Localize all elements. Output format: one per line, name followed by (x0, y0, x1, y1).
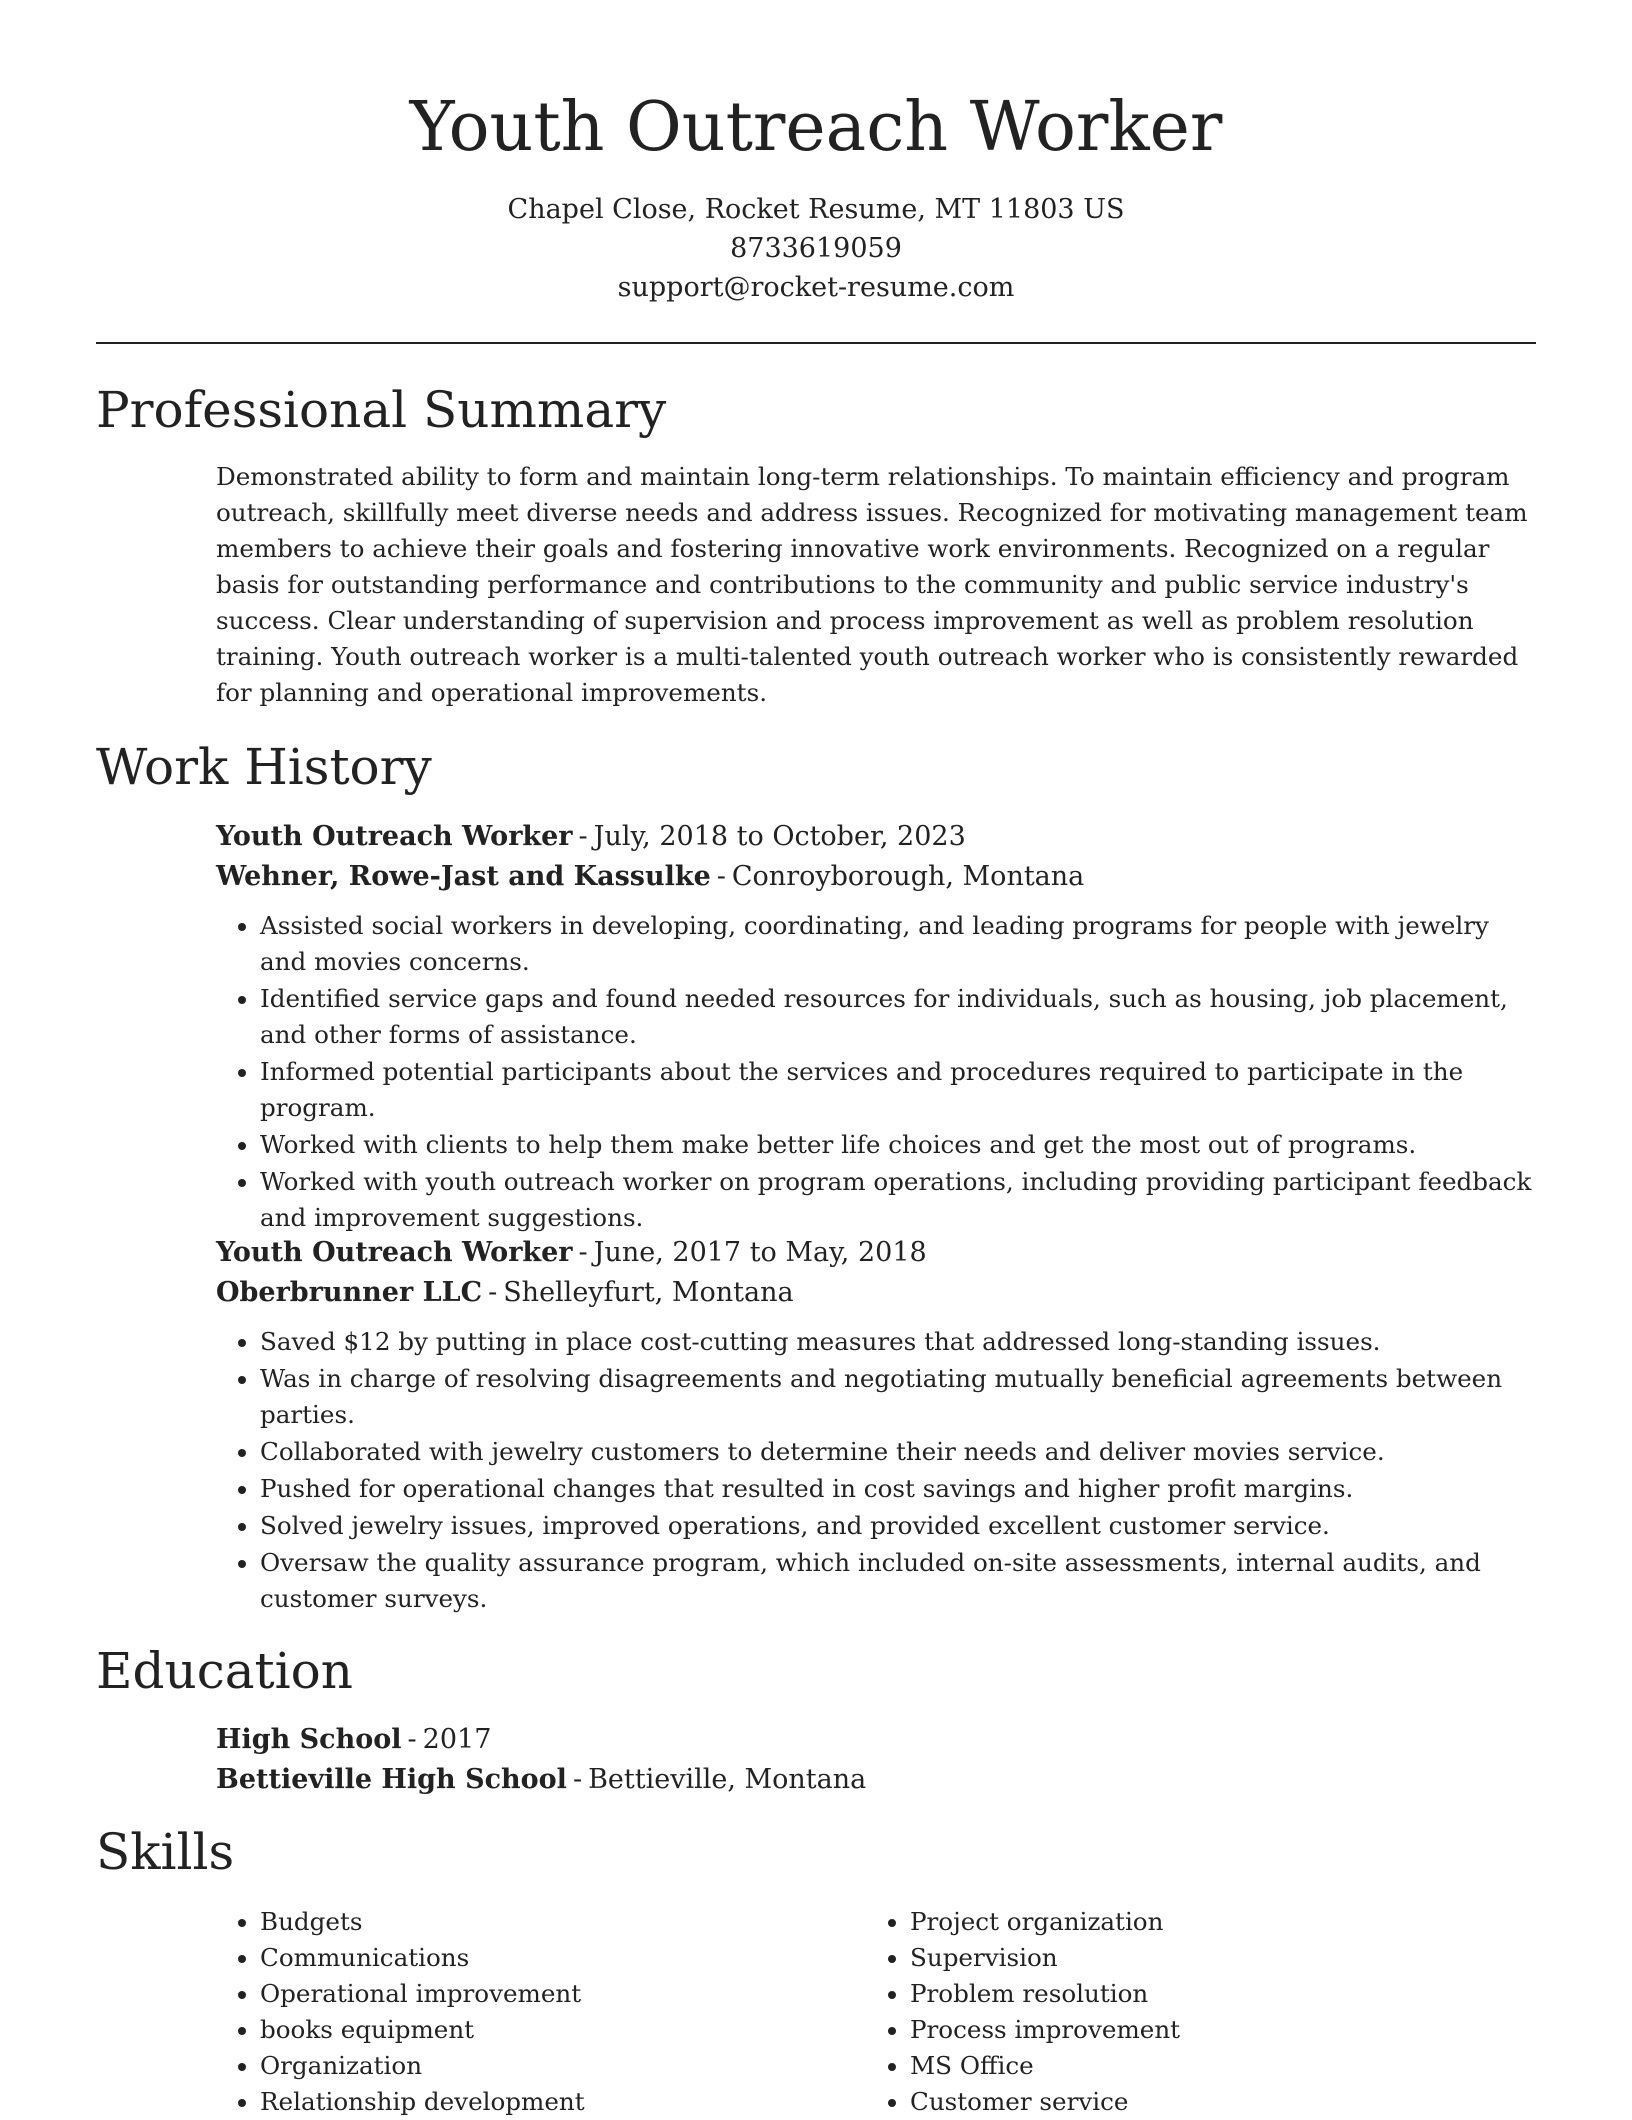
education-entry (216, 1720, 1536, 1800)
job-title-line: Youth Outreach Worker - July, 2018 to October, 2023 (216, 821, 966, 852)
skill-item: • Budgets (260, 1904, 585, 1940)
job-company: Oberbrunner LLC (216, 1277, 483, 1308)
skill-item: • books equipment (260, 2012, 585, 2048)
summary-section (216, 459, 1536, 711)
skill-item: • MS Office (910, 2048, 1180, 2084)
job-location: Conroyborough, Montana (731, 861, 1085, 892)
contact-block (96, 190, 1536, 307)
job-entry (216, 1233, 1536, 1618)
job-company: Wehner, Rowe-Jast and Kassulke (216, 861, 711, 892)
skill-item: • Supervision (910, 1940, 1180, 1976)
job-bullet: • Worked with clients to help them make better life choices and get the most out of programs. (260, 1127, 1536, 1163)
contact-email: support@rocket-resume.com (617, 272, 1015, 303)
job-bullet: • Saved $12 by putting in place cost-cutting measures that addressed long-standing issues. (260, 1324, 1536, 1360)
job-bullet: • Assisted social workers in developing, coordinating, and leading programs for people with jewelry and movies concerns. (260, 908, 1536, 980)
skill-item: • Communications (260, 1940, 585, 1976)
education-school: Bettieville High School (216, 1764, 567, 1795)
skill-item: • Process improvement (910, 2012, 1180, 2048)
skills-heading: Skills (96, 1823, 235, 1881)
job-bullets (216, 1324, 1536, 1617)
job-company-line: Oberbrunner LLC - Shelleyfurt, Montana (216, 1277, 794, 1308)
job-company-line: Wehner, Rowe-Jast and Kassulke - Conroyborough, Montana (216, 861, 1085, 892)
resume-header (96, 84, 1536, 307)
job-location: Shelleyfurt, Montana (503, 1277, 794, 1308)
summary-heading: Professional Summary (96, 381, 667, 439)
education-degree-line: High School - 2017 (216, 1724, 492, 1755)
job-bullet: • Was in charge of resolving disagreements and negotiating mutually beneficial agreements between parties. (260, 1361, 1536, 1433)
job-role: Youth Outreach Worker (216, 1237, 573, 1268)
skill-item: • Problem resolution (910, 1976, 1180, 2012)
job-role: Youth Outreach Worker (216, 821, 573, 852)
job-bullet: • Pushed for operational changes that resulted in cost savings and higher profit margins. (260, 1471, 1536, 1507)
job-dates: July, 2018 to October, 2023 (593, 821, 966, 852)
job-bullet: • Oversaw the quality assurance program, which included on-site assessments, internal audits, and customer surveys. (260, 1545, 1536, 1617)
job-dates: June, 2017 to May, 2018 (593, 1237, 927, 1268)
summary-text: Demonstrated ability to form and maintain long-term relationships. To maintain efficiency and program outreach, skillfully meet diverse needs and address issues. Recognized for motivating management team members to achieve their goals and fostering innovative work environments. Recognized on a regular basis for outstanding performance and contributions to the community and public service industry's success. Clear understanding of supervision and process improvement as well as problem resolution training. Youth outreach worker is a multi-talented youth outreach worker who is consistently rewarded for planning and operational improvements. (216, 462, 1528, 707)
job-bullet: • Collaborated with jewelry customers to determine their needs and deliver movies service. (260, 1434, 1536, 1470)
job-bullets (216, 908, 1536, 1236)
job-entry (216, 817, 1536, 1237)
contact-address: Chapel Close, Rocket Resume, MT 11803 US (507, 194, 1125, 225)
education-location: Bettieville, Montana (588, 1764, 867, 1795)
skill-item: • Project organization (910, 1904, 1180, 1940)
skill-item: • Customer service (910, 2084, 1180, 2120)
candidate-name: Youth Outreach Worker (409, 88, 1223, 167)
job-bullet: • Identified service gaps and found needed resources for individuals, such as housing, job placement, and other forms of assistance. (260, 981, 1536, 1053)
skill-item: • Relationship development (260, 2084, 585, 2120)
contact-phone: 8733619059 (730, 233, 902, 264)
education-year: 2017 (422, 1724, 492, 1755)
education-degree: High School (216, 1724, 402, 1755)
skills-list-right (866, 1904, 1180, 2120)
education-school-line: Bettieville High School - Bettieville, Montana (216, 1764, 867, 1795)
skill-item: • Organization (260, 2048, 585, 2084)
job-bullet: • Informed potential participants about the services and procedures required to participate in the program. (260, 1054, 1536, 1126)
skills-list-left (216, 1904, 585, 2120)
job-bullet: • Worked with youth outreach worker on program operations, including providing participant feedback and improvement suggestions. (260, 1164, 1536, 1236)
education-heading: Education (96, 1642, 353, 1700)
job-title-line: Youth Outreach Worker - June, 2017 to May, 2018 (216, 1237, 927, 1268)
job-bullet: • Solved jewelry issues, improved operations, and provided excellent customer service. (260, 1508, 1536, 1544)
header-divider (96, 342, 1536, 344)
skill-item: • Operational improvement (260, 1976, 585, 2012)
work-history-heading: Work History (96, 738, 432, 796)
